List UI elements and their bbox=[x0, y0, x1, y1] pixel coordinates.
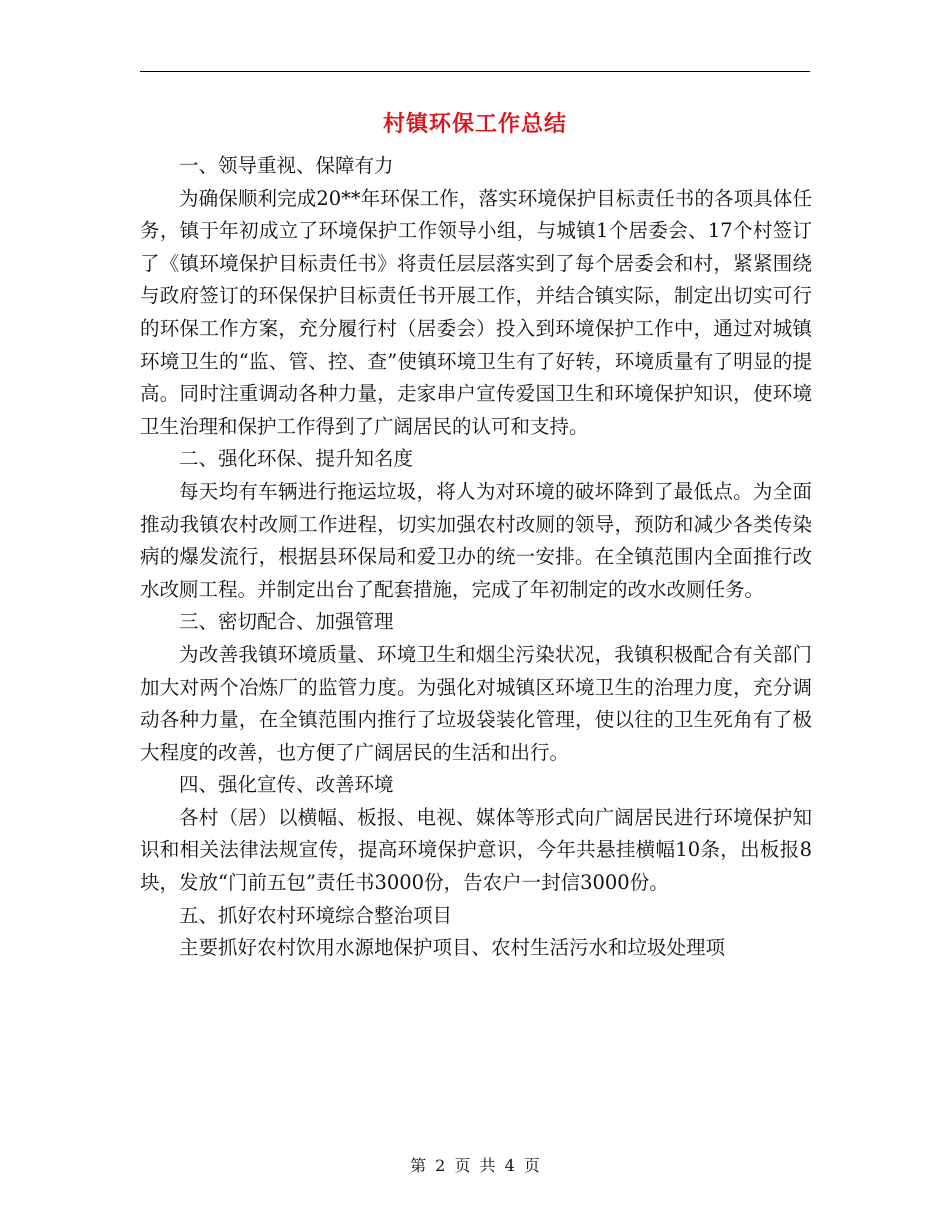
section-4-heading: 四、强化宣传、改善环境 bbox=[179, 773, 394, 797]
section-5-paragraph: 主要抓好农村饮用水源地保护项目、农村生活污水和垃圾处理项 bbox=[179, 936, 726, 960]
header-rule bbox=[140, 71, 810, 72]
document-body bbox=[140, 150, 812, 965]
section-4-paragraph: 各村（居）以横幅、板报、电视、媒体等形式向广阔居民进行环境保护知识和相关法律法规宣传，提高环境保护意识，今年共悬挂横幅10条，出板报8块，发放“门前五包”责任书3000份，告农户一封信3000份。 bbox=[140, 805, 812, 895]
document-title: 村镇环保工作总结 bbox=[382, 112, 567, 137]
section-2-heading: 二、强化环保、提升知名度 bbox=[179, 447, 414, 471]
section-3-paragraph: 为改善我镇环境质量、环境卫生和烟尘污染状况，我镇积极配合有关部门加大对两个冶炼厂的监管力度。为强化对城镇区环境卫生的治理力度，充分调动各种力量，在全镇范围内推行了垃圾袋装化管理，使以往的卫生死角有了极大程度的改善，也方便了广阔居民的生活和出行。 bbox=[140, 642, 812, 764]
section-1-heading: 一、领导重视、保障有力 bbox=[179, 154, 394, 177]
section-2-paragraph: 每天均有车辆进行拖运垃圾，将人为对环境的破坏降到了最低点。为全面推动我镇农村改厕工作进程，切实加强农村改厕的领导，预防和减少各类传染病的爆发流行，根据县环保局和爱卫办的统一安排。在全镇范围内全面推行改水改厕工程。并制定出台了配套措施，完成了年初制定的改水改厕任务。 bbox=[140, 479, 812, 601]
section-3-heading: 三、密切配合、加强管理 bbox=[179, 610, 394, 634]
page-number: 第 2 页 共 4 页 bbox=[410, 1156, 540, 1175]
section-5-heading: 五、抓好农村环境综合整治项目 bbox=[179, 903, 453, 927]
section-1-paragraph: 为确保顺利完成20**年环保工作，落实环境保护目标责任书的各项具体任务，镇于年初成立了环境保护工作领导小组，与城镇1个居委会、17个村签订了《镇环境保护目标责任书》将责任层层落实到了每个居委会和村，紧紧围绕与政府签订的环保保护目标责任书开展工作，并结合镇实际，制定出切实可行的环保工作方案，充分履行村（居委会）投入到环境保护工作中，通过对城镇环境卫生的“监、管、控、查”使镇环境卫生有了好转，环境质量有了明显的提高。同时注重调动各种力量，走家串户宣传爱国卫生和环境保护知识，使环境卫生治理和保护工作得到了广阔居民的认可和支持。 bbox=[140, 186, 812, 438]
